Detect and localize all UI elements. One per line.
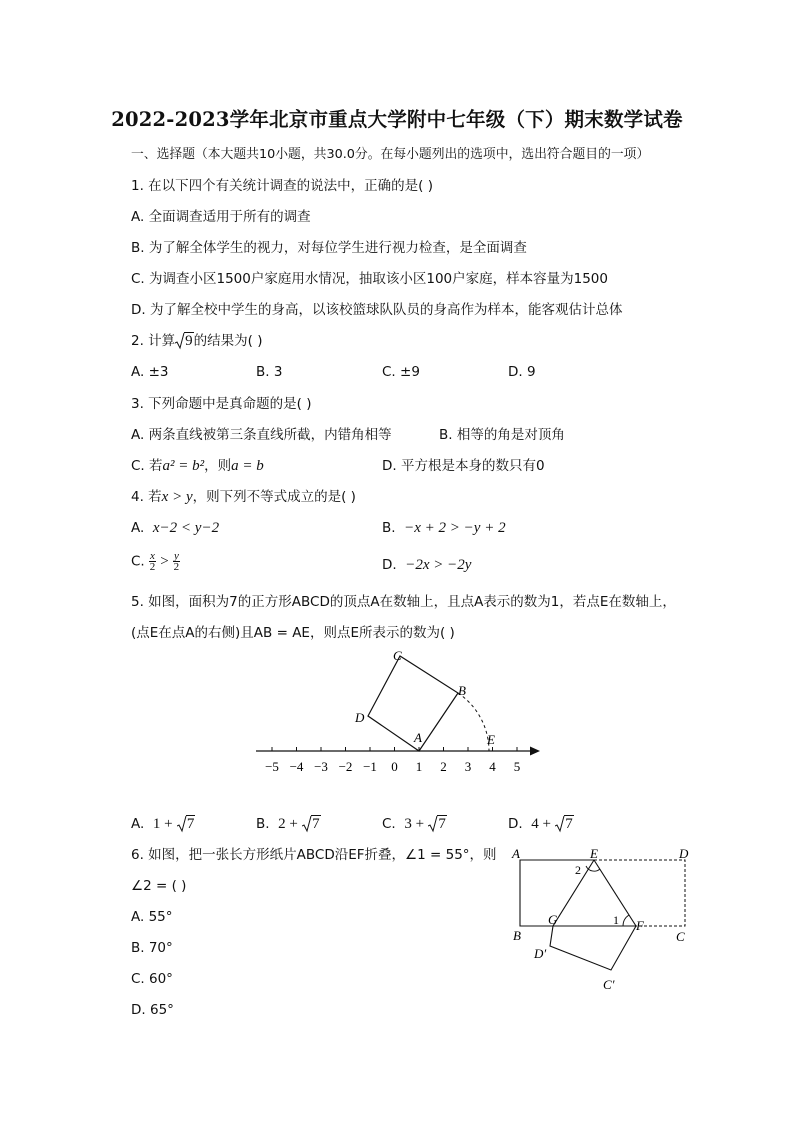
q5-a-radicand: 7 [186, 816, 195, 832]
q4-c-num2: y [173, 550, 179, 562]
q3-option-a: A. 两条直线被第三条直线所截，内错角相等 [131, 427, 392, 443]
q5-line1: 5. 如图，面积为7的正方形ABCD的顶点A在数轴上，且点A表示的数为1，若点E在数轴上， [131, 594, 676, 610]
square-abcd [368, 656, 458, 751]
q6-option-b: B. 70° [131, 940, 173, 956]
radical-sign-icon [428, 815, 438, 833]
q1-option-b: B. 为了解全体学生的视力，对每位学生进行视力检查，是全面调查 [131, 240, 527, 256]
q4-c-num1: x [150, 550, 155, 562]
q3-stem: 3. 下列命题中是真命题的是( ) [131, 396, 312, 412]
label-angle-2: 2 [575, 863, 581, 877]
axis-tick-label: 0 [391, 759, 398, 774]
radical-sign-icon [177, 815, 187, 833]
axis-tick-label: −2 [338, 759, 353, 774]
q3-option-d: D. 平方根是本身的数只有0 [382, 458, 545, 474]
label-e: E [487, 732, 495, 747]
q5-figure [250, 645, 550, 780]
label-b: B [458, 683, 466, 698]
axis-tick-label: −1 [363, 759, 377, 774]
axis-arrow-icon [530, 747, 540, 756]
q2-radicand: 9 [185, 333, 193, 349]
q6-option-a: A. 55° [131, 909, 173, 925]
axis-tick-labels [265, 759, 520, 774]
axis-tick-label: 3 [464, 759, 472, 774]
radical-sign-icon [175, 332, 185, 350]
q1-option-d: D. 为了解全校中学生的身高，以该校篮球队队员的身高作为样本，能客观估计总体 [131, 302, 623, 318]
q5-b-sqrt [302, 815, 321, 833]
q5-b-radicand: 7 [312, 816, 320, 832]
q4-option-d [382, 556, 471, 574]
q4-option-b [382, 519, 506, 537]
axis-tick-label: 4 [489, 759, 496, 774]
q6-line2: ∠2 = ( ) [131, 878, 187, 894]
q5-d-radicand: 7 [565, 816, 573, 832]
q4-c-den1: 2 [149, 561, 156, 573]
q3-option-b: B. 相等的角是对顶角 [439, 427, 565, 443]
q5-b-pre: 2 + [278, 816, 298, 832]
q3-c-math2: a = b [231, 458, 264, 474]
q2-stem-pre: 2. 计算 [131, 333, 176, 349]
label-c-prime: C′ [603, 977, 615, 992]
q5-option-d [508, 815, 574, 833]
label-g: G [548, 912, 558, 927]
label-b: B [513, 928, 521, 943]
q4-stem-post: ，则下列不等式成立的是( ) [192, 489, 356, 505]
q4-stem-pre: 4. 若 [131, 489, 162, 505]
axis-tick-label: −3 [314, 759, 328, 774]
q2-stem [131, 332, 263, 350]
q5-option-b [256, 815, 321, 833]
q5-option-a [131, 815, 195, 833]
q4-b-math: −x + 2 > −y + 2 [404, 520, 506, 536]
q2-option-d: D. 9 [508, 364, 536, 380]
page-title: 2022-2023学年北京市重点大学附中七年级（下）期末数学试卷 [111, 108, 683, 131]
label-d-prime: D′ [534, 946, 547, 961]
q5-a-sqrt [177, 815, 196, 833]
q5-line2: (点E在点A的右侧)且AB = AE，则点E所表示的数为( ) [131, 625, 455, 641]
q4-d-label: D. [382, 557, 397, 573]
q4-c-frac1 [149, 551, 156, 572]
q5-c-radicand: 7 [438, 816, 446, 832]
q5-d-label: D. [508, 816, 523, 832]
q4-c-frac2 [173, 551, 180, 572]
q5-a-label: A. [131, 816, 145, 832]
label-c: C [393, 648, 402, 663]
q3-c-pre: C. 若 [131, 458, 163, 474]
q4-a-label: A. [131, 520, 145, 536]
q1-stem: 1. 在以下四个有关统计调查的说法中，正确的是( ) [131, 178, 433, 194]
q4-option-c [131, 551, 180, 572]
q2-stem-post: 的结果为( ) [193, 333, 263, 349]
q6-line1: 6. 如图，把一张长方形纸片ABCD沿EF折叠，∠1 = 55°，则 [131, 847, 497, 863]
axis-tick-label: −4 [289, 759, 304, 774]
axis-tick-label: −5 [265, 759, 279, 774]
q5-option-c [382, 815, 447, 833]
q2-option-b: B. 3 [256, 364, 283, 380]
q6-option-c: C. 60° [131, 971, 173, 987]
label-f: F [636, 918, 644, 933]
q4-stem [131, 488, 356, 506]
q5-a-pre: 1 + [152, 816, 173, 832]
axis-tick-label: 1 [415, 759, 423, 774]
q5-b-label: B. [256, 816, 270, 832]
section-heading: 一、选择题（本大题共10小题，共30.0分。在每小题列出的选项中，选出符合题目的一项） [131, 147, 650, 162]
axis-tick-label: 5 [513, 759, 521, 774]
q5-c-label: C. [382, 816, 396, 832]
radical-sign-icon [302, 815, 312, 833]
q4-c-den2: 2 [173, 561, 180, 573]
q4-c-op: > [160, 553, 169, 570]
rect-dashed-edges [594, 860, 685, 926]
q3-option-c [131, 457, 264, 475]
q2-option-a: A. ±3 [131, 364, 169, 380]
label-a: A [414, 730, 422, 745]
q5-c-sqrt [428, 815, 447, 833]
label-angle-1: 1 [613, 913, 619, 927]
q3-c-math: a² = b² [162, 458, 205, 474]
angle-1-arc [623, 915, 629, 926]
q4-stem-math: x > y [161, 489, 193, 505]
folded-part [550, 860, 636, 970]
q2-sqrt [175, 332, 194, 350]
q6-figure [508, 842, 708, 997]
q1-option-a: A. 全面调查适用于所有的调查 [131, 209, 311, 225]
q5-d-sqrt [555, 815, 574, 833]
q4-option-a [131, 519, 219, 537]
q4-a-math: x−2 < y−2 [152, 520, 220, 536]
label-a: A [512, 846, 520, 861]
q4-d-math: −2x > −2y [405, 557, 472, 573]
label-d: D [355, 710, 365, 725]
q1-option-c: C. 为调查小区1500户家庭用水情况，抽取该小区100户家庭，样本容量为1500 [131, 271, 608, 287]
label-c: C [676, 929, 685, 944]
radical-sign-icon [555, 815, 565, 833]
label-d: D [679, 846, 689, 861]
axis-tick-label: 2 [440, 759, 447, 774]
q2-option-c: C. ±9 [382, 364, 420, 380]
q5-c-pre: 3 + [404, 816, 425, 832]
q4-c-label: C. [131, 553, 145, 570]
q3-c-mid: ，则 [204, 458, 232, 474]
q5-d-pre: 4 + [531, 816, 551, 832]
q4-b-label: B. [382, 520, 396, 536]
label-e: E [590, 846, 598, 861]
arc-b-to-e [458, 693, 489, 751]
q6-option-d: D. 65° [131, 1002, 174, 1018]
